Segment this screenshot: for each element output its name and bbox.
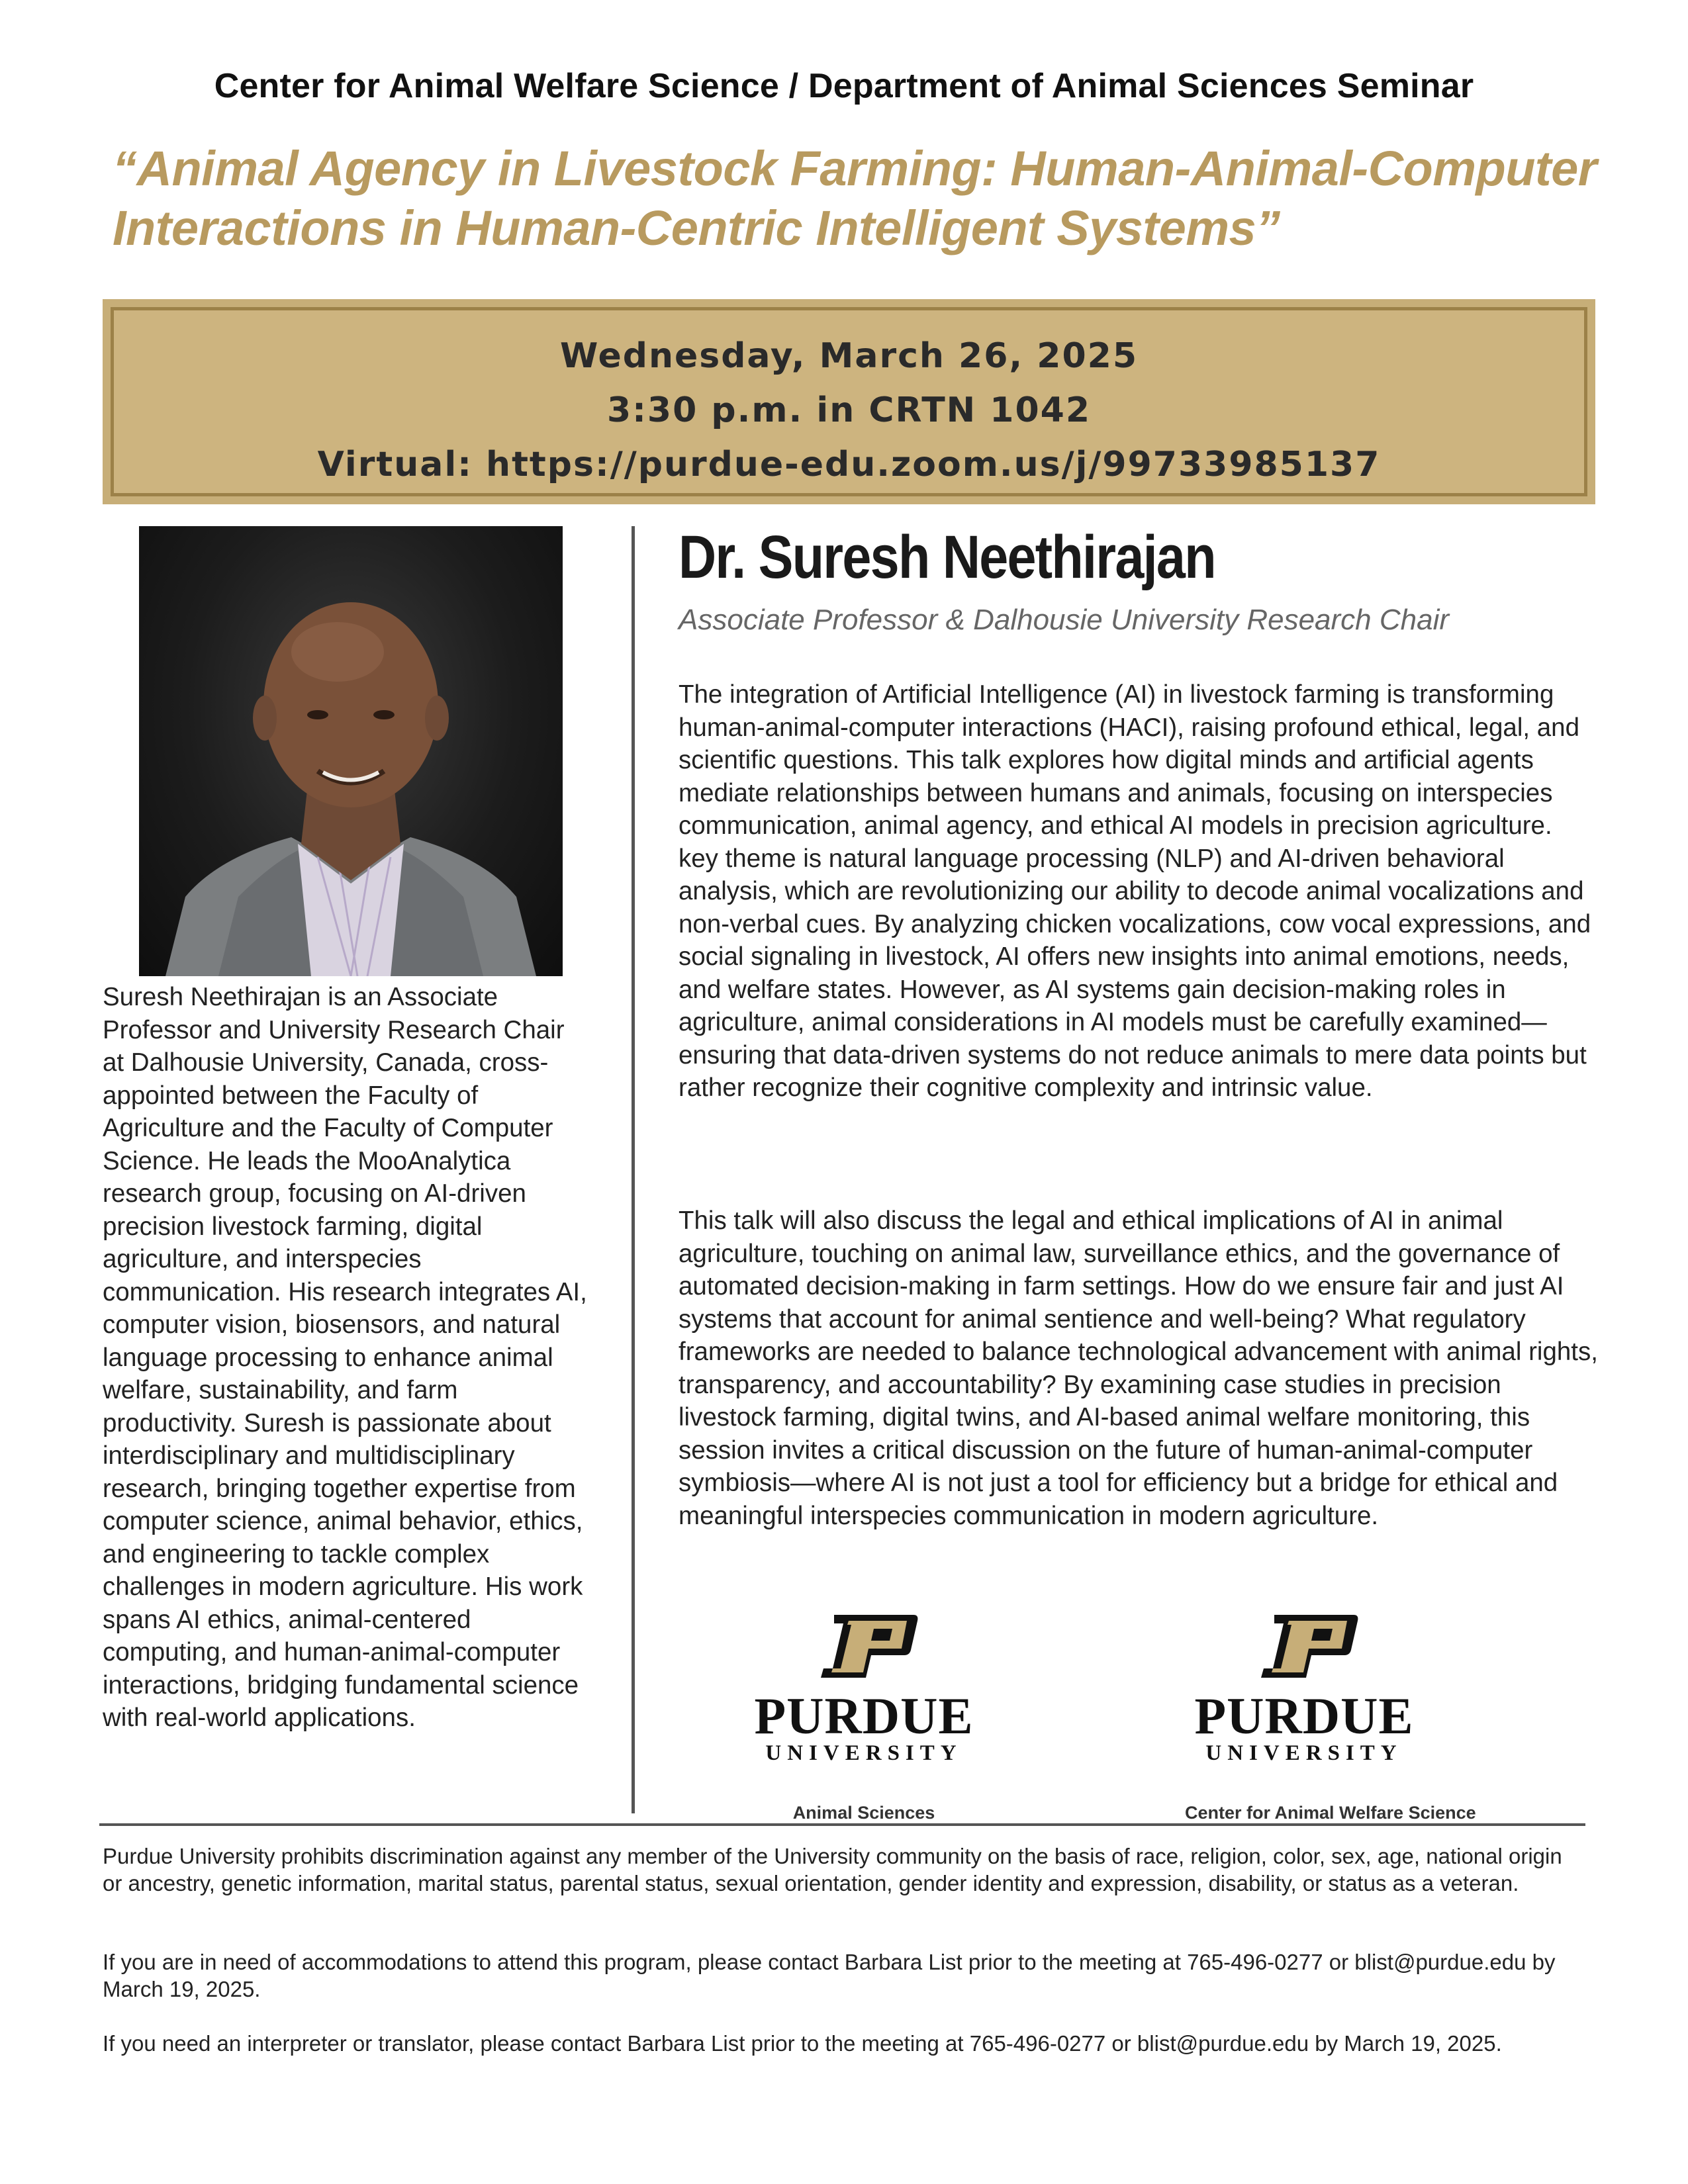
speaker-portrait-illustration bbox=[139, 526, 563, 976]
talk-title-line-2: Interactions in Human-Centric Intelligent Systems” bbox=[113, 201, 1280, 255]
accommodations-notice: If you are in need of accommodations to attend this program, please contact Barbara List prior to the meeting at 765-496-0277 or blist@purdue.edu by March 19, 2025. bbox=[103, 1950, 1556, 2001]
purdue-cawс-logo bbox=[1185, 1612, 1476, 1823]
purdue-p-logo-icon bbox=[1248, 1612, 1360, 1684]
logo-department: Animal Sciences bbox=[792, 1803, 935, 1823]
logo-subtitle: UNIVERSITY bbox=[765, 1741, 962, 1765]
purdue-p-logo-icon bbox=[808, 1612, 920, 1684]
event-time-location: 3:30 p.m. in CRTN 1042 bbox=[606, 390, 1092, 430]
talk-title bbox=[113, 139, 1602, 258]
logo-wordmark: PURDUE bbox=[754, 1687, 974, 1745]
abstract-paragraph-1: The integration of Artificial Intelligence (AI) in livestock farming is transforming human-animal-computer interactions (HACI), raising profound ethical, legal, and scientific questions. This talk explores how digital minds and artificial agents mediate relationships between humans and animals, focusing on interspecies communication, animal agency, and ethical AI models in precision agriculture. key theme is natural language processing (NLP) and AI-driven behavioral analysis, which are revolutionizing our ability to decode animal vocalizations and non-verbal cues. By analyzing chicken vocalizations, cow vocal expressions, and social signaling in livestock, AI offers new insights into animal emotions, needs, and welfare states. However, as AI systems gain decision-making roles in agriculture, animal considerations in AI models must be carefully examined—ensuring that data-driven systems do not reduce animals to mere data points but rather recognize their cognitive complexity and intrinsic value. bbox=[679, 680, 1591, 1102]
logo-subtitle: UNIVERSITY bbox=[1205, 1741, 1403, 1765]
event-date: Wednesday, March 26, 2025 bbox=[559, 336, 1139, 376]
nondiscrimination-notice: Purdue University prohibits discrimination against any member of the University community on the basis of race, religion, color, sex, age, national origin or ancestry, genetic information, marital status, parental status, sexual orientation, gender identity and expression, disability, or status as a veteran. bbox=[103, 1844, 1562, 1895]
abstract-paragraph-2: This talk will also discuss the legal and ethical implications of AI in animal agriculture, touching on animal law, surveillance ethics, and the governance of automated decision-making in farm settings. How do we ensure fair and just AI systems that account for animal sentience and well-being? What regulatory frameworks are needed to balance technological advancement with animal rights, transparency, and accountability? By examining case studies in precision livestock farming, digital twins, and AI-based animal welfare monitoring, this session invites a critical discussion on the future of human-animal-computer symbiosis—where AI is not just a tool for efficiency but a bridge for ethical and meaningful interspecies communication in modern agriculture. bbox=[679, 1206, 1598, 1530]
speaker-bio: Suresh Neethirajan is an Associate Professor and University Research Chair at Dalhousie University, Canada, cross-appointed between the Faculty of Agriculture and the Faculty of Computer Science. He leads the MooAnalytica research group, focusing on AI-driven precision livestock farming, digital agriculture, and interspecies communication. His research integrates AI, computer vision, biosensors, and natural language processing to enhance animal welfare, sustainability, and farm productivity. Suresh is passionate about interdisciplinary and multidisciplinary research, bringing together expertise from computer science, animal behavior, ethics, and engineering to tackle complex challenges in modern agriculture. His work spans AI ethics, animal-centered computing, and human-animal-computer interactions, bridging fundamental science with real-world applications. bbox=[103, 983, 587, 1732]
interpreter-notice: If you need an interpreter or translator, please contact Barbara List prior to the meeting at 765-496-0277 or blist@purdue.edu by March 19, 2025. bbox=[103, 2031, 1502, 2056]
seminar-heading: Center for Animal Welfare Science / Department of Animal Sciences Seminar bbox=[214, 67, 1474, 105]
speaker-name: Dr. Suresh Neethirajan bbox=[679, 523, 1215, 591]
purdue-animal-sciences-logo bbox=[745, 1612, 983, 1823]
event-virtual-link[interactable]: Virtual: https://purdue-edu.zoom.us/j/99733985137 bbox=[317, 445, 1381, 484]
footer-divider bbox=[99, 1823, 1585, 1826]
talk-title-line-1: “Animal Agency in Livestock Farming: Human-Animal-Computer bbox=[113, 141, 1597, 196]
logo-department: Center for Animal Welfare Science bbox=[1185, 1803, 1476, 1823]
speaker-photo bbox=[139, 526, 563, 976]
speaker-role: Associate Professor & Dalhousie University Research Chair bbox=[679, 604, 1450, 636]
event-info-inner bbox=[111, 307, 1587, 496]
logo-wordmark: PURDUE bbox=[1194, 1687, 1414, 1745]
column-divider bbox=[632, 526, 635, 1813]
event-info-box bbox=[103, 299, 1595, 504]
